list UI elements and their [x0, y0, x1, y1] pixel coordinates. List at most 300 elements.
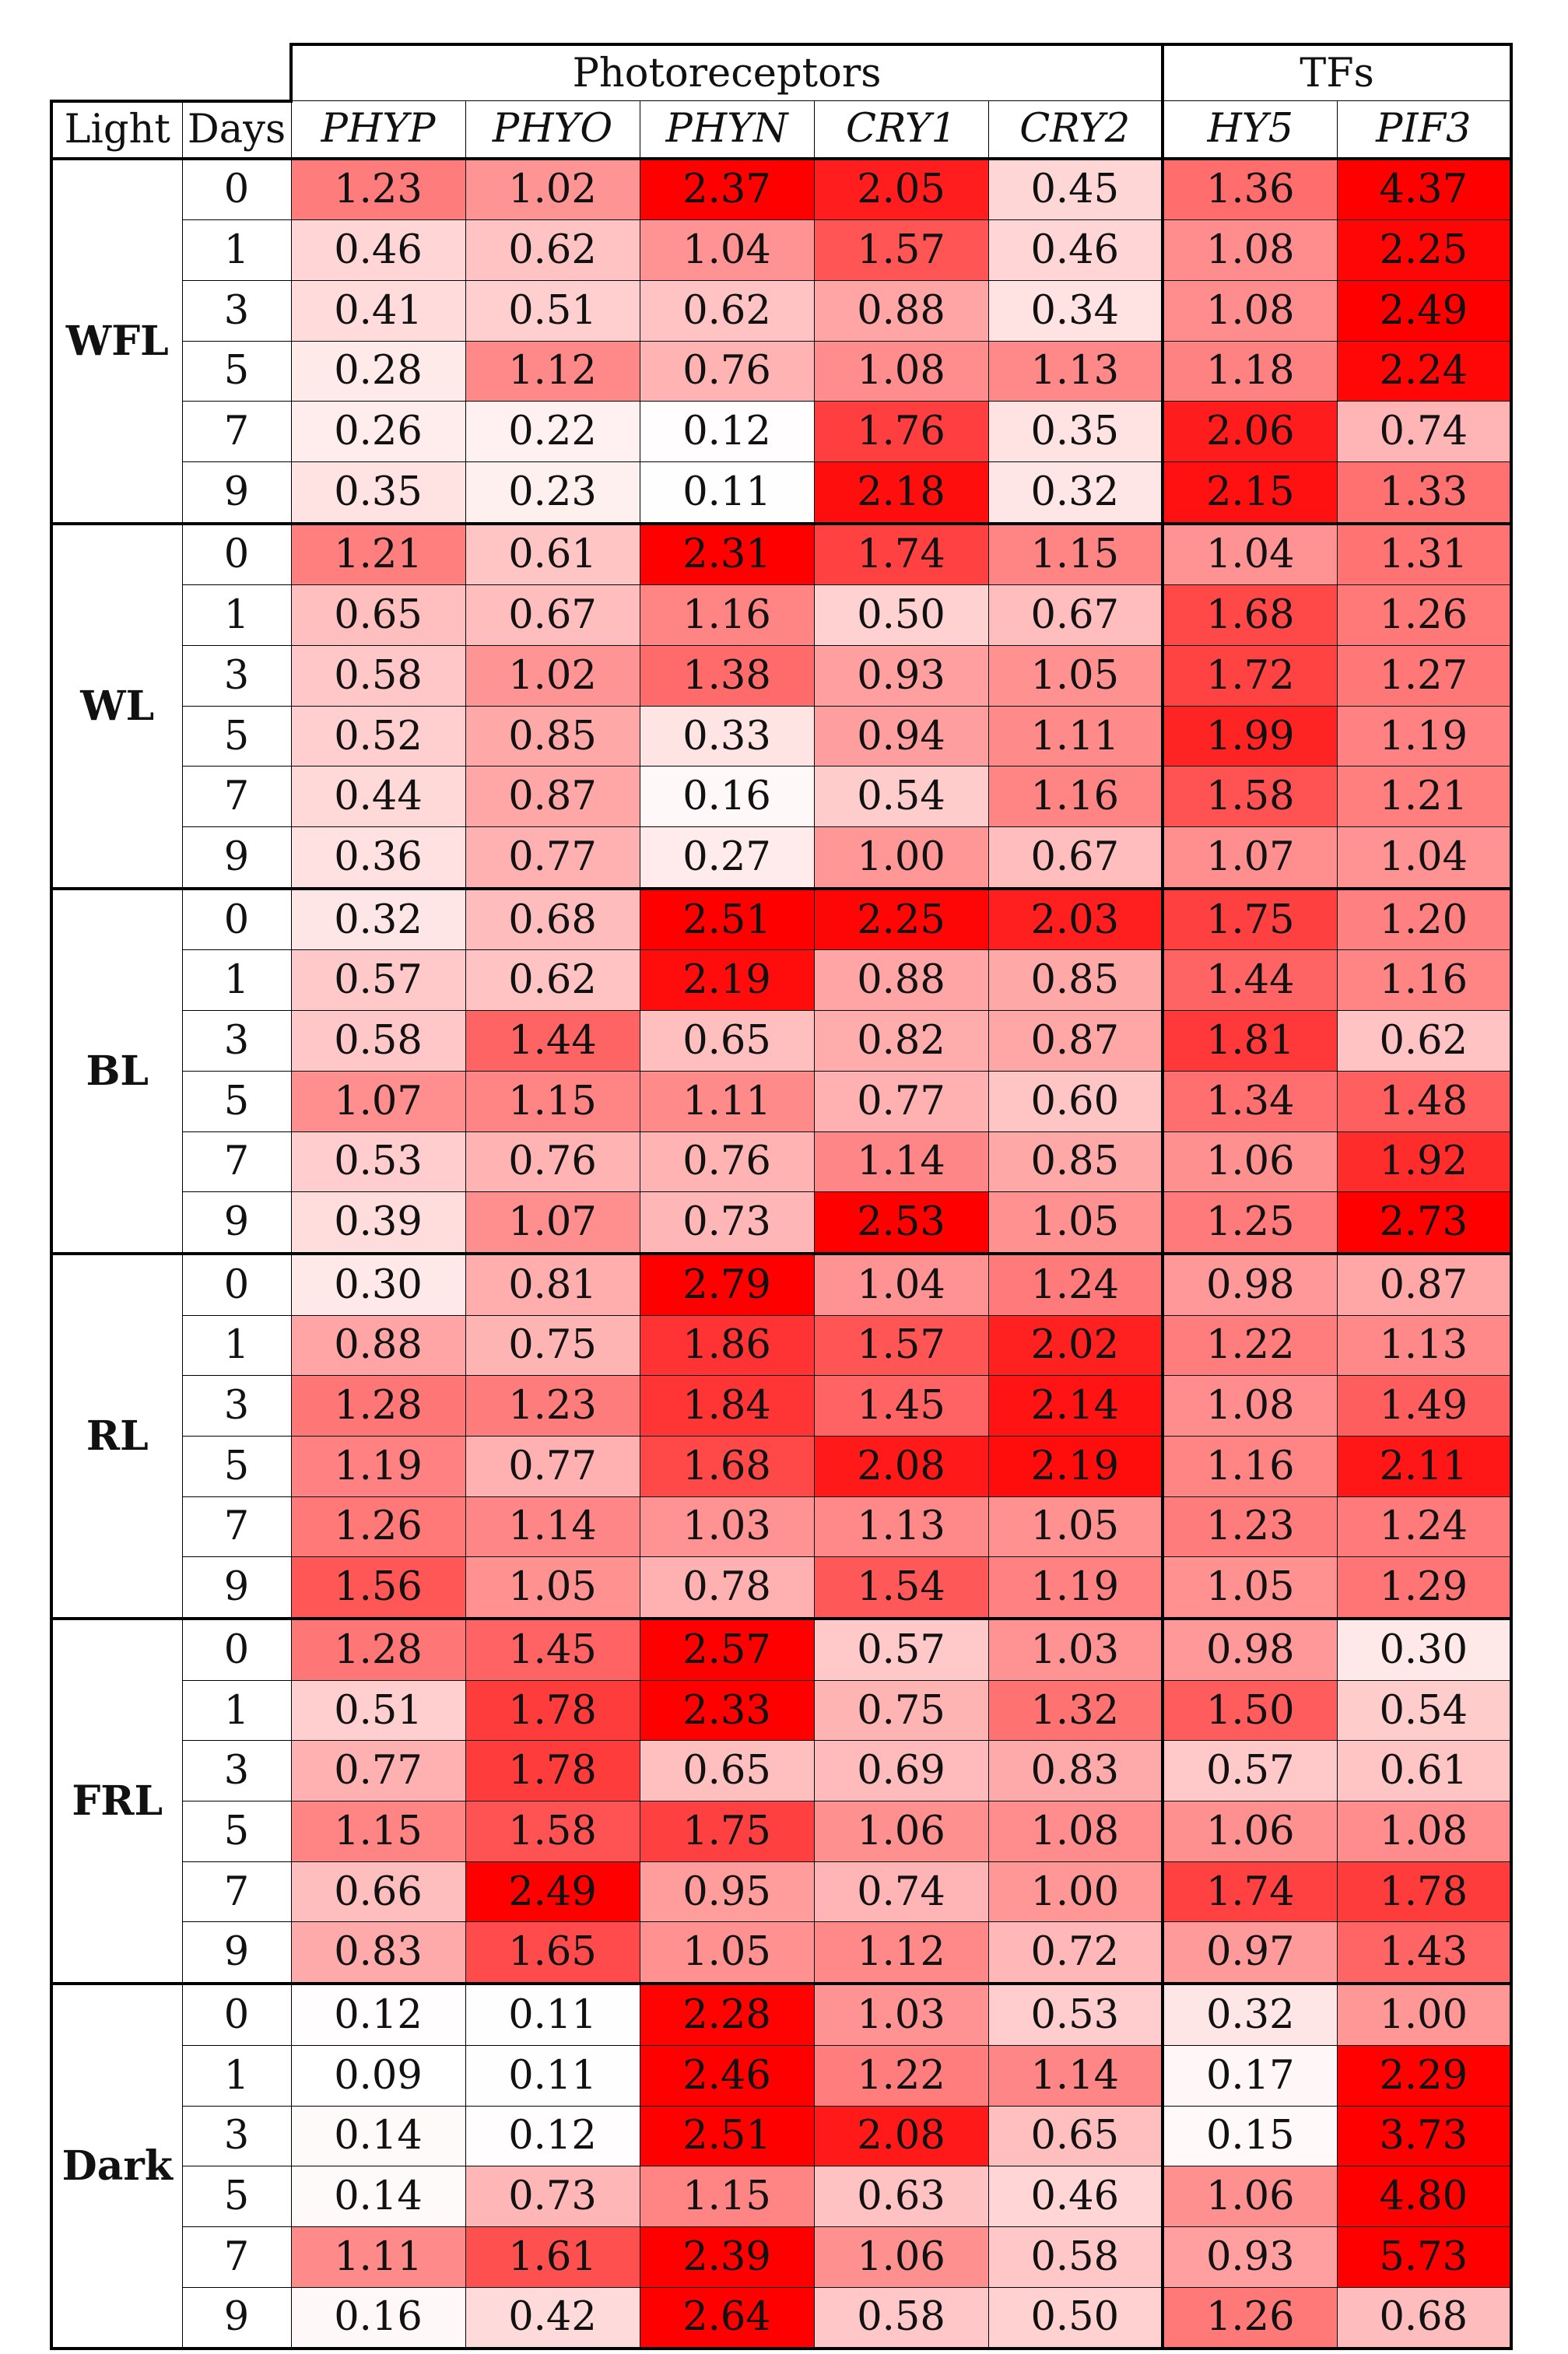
heatmap-cell-wfl-day9-hy5: 2.15	[1163, 461, 1337, 523]
heatmap-cell-rl-day7-hy5: 1.23	[1163, 1496, 1337, 1557]
heatmap-cell-frl-day9-phyo: 1.65	[465, 1922, 640, 1984]
days-cell: 1	[182, 2045, 291, 2106]
heatmap-cell-bl-day5-hy5: 1.34	[1163, 1071, 1337, 1131]
heatmap-cell-rl-day0-hy5: 0.98	[1163, 1254, 1337, 1315]
column-group-header-row	[51, 44, 1511, 101]
heatmap-cell-rl-day5-phyo: 0.77	[465, 1436, 640, 1496]
days-cell: 0	[182, 159, 291, 220]
heatmap-cell-dark-day0-phyp: 0.12	[291, 1984, 465, 2045]
heatmap-cell-wfl-day1-phyp: 0.46	[291, 220, 465, 281]
heatmap-cell-dark-day0-cry1: 1.03	[814, 1984, 988, 2045]
heatmap-cell-dark-day9-hy5: 1.26	[1163, 2287, 1337, 2349]
heatmap-cell-wl-day1-phyn: 1.16	[640, 585, 814, 646]
table-row	[51, 159, 1511, 220]
heatmap-cell-bl-day9-cry2: 1.05	[988, 1192, 1163, 1254]
table-row	[51, 1071, 1511, 1131]
heatmap-cell-dark-day9-phyn: 2.64	[640, 2287, 814, 2349]
heatmap-cell-bl-day1-phyo: 0.62	[465, 950, 640, 1011]
heatmap-cell-dark-day0-hy5: 0.32	[1163, 1984, 1337, 2045]
heatmap-cell-dark-day1-phyo: 0.11	[465, 2045, 640, 2106]
days-cell: 9	[182, 1192, 291, 1254]
heatmap-cell-wfl-day3-phyn: 0.62	[640, 280, 814, 341]
table-row	[51, 1861, 1511, 1922]
heatmap-cell-frl-day3-cry2: 0.83	[988, 1741, 1163, 1801]
heatmap-cell-wl-day1-hy5: 1.68	[1163, 585, 1337, 646]
heatmap-cell-wfl-day3-phyp: 0.41	[291, 280, 465, 341]
heatmap-cell-wl-day3-hy5: 1.72	[1163, 646, 1337, 707]
heatmap-cell-frl-day3-phyp: 0.77	[291, 1741, 465, 1801]
heatmap-cell-frl-day5-hy5: 1.06	[1163, 1801, 1337, 1862]
heatmap-cell-rl-day9-cry2: 1.19	[988, 1557, 1163, 1619]
heatmap-cell-bl-day1-phyn: 2.19	[640, 950, 814, 1011]
table-row	[51, 524, 1511, 585]
heatmap-cell-wl-day5-pif3: 1.19	[1337, 706, 1511, 767]
heatmap-cell-wl-day0-cry1: 1.74	[814, 524, 988, 585]
days-cell: 5	[182, 1436, 291, 1496]
heatmap-cell-dark-day3-phyn: 2.51	[640, 2106, 814, 2166]
days-cell: 0	[182, 1984, 291, 2045]
heatmap-cell-dark-day1-phyp: 0.09	[291, 2045, 465, 2106]
heatmap-cell-wl-day3-phyo: 1.02	[465, 646, 640, 707]
heatmap-cell-wl-day1-cry1: 0.50	[814, 585, 988, 646]
days-cell: 5	[182, 1801, 291, 1862]
heatmap-cell-dark-day0-pif3: 1.00	[1337, 1984, 1511, 2045]
heatmap-cell-dark-day5-cry1: 0.63	[814, 2166, 988, 2227]
heatmap-cell-frl-day9-cry2: 0.72	[988, 1922, 1163, 1984]
heatmap-cell-bl-day9-phyp: 0.39	[291, 1192, 465, 1254]
table-row	[51, 2166, 1511, 2227]
days-cell: 1	[182, 950, 291, 1011]
heatmap-cell-bl-day9-hy5: 1.25	[1163, 1192, 1337, 1254]
header-gene-cry2: CRY2	[988, 101, 1163, 159]
table-row	[51, 1922, 1511, 1984]
heatmap-cell-rl-day9-phyn: 0.78	[640, 1557, 814, 1619]
heatmap-cell-rl-day3-cry2: 2.14	[988, 1376, 1163, 1437]
heatmap-cell-wfl-day9-cry2: 0.32	[988, 461, 1163, 523]
heatmap-cell-frl-day1-phyo: 1.78	[465, 1680, 640, 1741]
heatmap-cell-wfl-day5-phyn: 0.76	[640, 341, 814, 402]
heatmap-cell-bl-day0-phyp: 0.32	[291, 889, 465, 950]
heatmap-cell-wl-day9-phyp: 0.36	[291, 827, 465, 889]
heatmap-cell-wl-day0-phyn: 2.31	[640, 524, 814, 585]
heatmap-cell-dark-day1-cry2: 1.14	[988, 2045, 1163, 2106]
heatmap-cell-wfl-day0-hy5: 1.36	[1163, 159, 1337, 220]
header-gene-phyo: PHYO	[465, 101, 640, 159]
heatmap-cell-rl-day5-cry2: 2.19	[988, 1436, 1163, 1496]
heatmap-cell-rl-day7-phyp: 1.26	[291, 1496, 465, 1557]
heatmap-cell-frl-day9-hy5: 0.97	[1163, 1922, 1337, 1984]
heatmap-cell-wl-day7-phyn: 0.16	[640, 767, 814, 827]
heatmap-cell-rl-day9-hy5: 1.05	[1163, 1557, 1337, 1619]
header-gene-pif3: PIF3	[1337, 101, 1511, 159]
days-cell: 1	[182, 585, 291, 646]
heatmap-cell-bl-day1-cry1: 0.88	[814, 950, 988, 1011]
heatmap-cell-rl-day7-phyn: 1.03	[640, 1496, 814, 1557]
heatmap-cell-rl-day7-cry1: 1.13	[814, 1496, 988, 1557]
table-row	[51, 1496, 1511, 1557]
heatmap-cell-rl-day3-phyp: 1.28	[291, 1376, 465, 1437]
heatmap-cell-wl-day0-hy5: 1.04	[1163, 524, 1337, 585]
header-gene-cry1: CRY1	[814, 101, 988, 159]
heatmap-cell-wfl-day7-hy5: 2.06	[1163, 402, 1337, 462]
heatmap-cell-bl-day3-pif3: 0.62	[1337, 1011, 1511, 1072]
days-cell: 5	[182, 1071, 291, 1131]
heatmap-cell-wfl-day5-phyp: 0.28	[291, 341, 465, 402]
heatmap-cell-rl-day1-pif3: 1.13	[1337, 1315, 1511, 1376]
heatmap-cell-frl-day1-phyp: 0.51	[291, 1680, 465, 1741]
heatmap-cell-wfl-day9-phyn: 0.11	[640, 461, 814, 523]
days-cell: 9	[182, 1557, 291, 1619]
heatmap-cell-frl-day7-pif3: 1.78	[1337, 1861, 1511, 1922]
heatmap-cell-rl-day9-phyp: 1.56	[291, 1557, 465, 1619]
heatmap-cell-bl-day0-cry1: 2.25	[814, 889, 988, 950]
heatmap-cell-wfl-day5-hy5: 1.18	[1163, 341, 1337, 402]
days-cell: 9	[182, 827, 291, 889]
heatmap-cell-wl-day3-cry2: 1.05	[988, 646, 1163, 707]
days-cell: 7	[182, 767, 291, 827]
heatmap-cell-wfl-day7-phyo: 0.22	[465, 402, 640, 462]
group-header-photoreceptors: Photoreceptors	[291, 44, 1163, 101]
heatmap-cell-wl-day7-pif3: 1.21	[1337, 767, 1511, 827]
heatmap-cell-dark-day7-phyo: 1.61	[465, 2226, 640, 2287]
days-cell: 0	[182, 524, 291, 585]
table-row	[51, 2226, 1511, 2287]
heatmap-cell-wl-day0-pif3: 1.31	[1337, 524, 1511, 585]
heatmap-cell-rl-day9-cry1: 1.54	[814, 1557, 988, 1619]
heatmap-cell-wfl-day5-cry2: 1.13	[988, 341, 1163, 402]
heatmap-cell-frl-day9-phyp: 0.83	[291, 1922, 465, 1984]
heatmap-body	[51, 159, 1511, 2349]
heatmap-cell-dark-day5-hy5: 1.06	[1163, 2166, 1337, 2227]
heatmap-cell-dark-day7-cry1: 1.06	[814, 2226, 988, 2287]
heatmap-cell-bl-day5-phyo: 1.15	[465, 1071, 640, 1131]
heatmap-cell-bl-day7-phyo: 0.76	[465, 1131, 640, 1192]
days-cell: 0	[182, 1254, 291, 1315]
heatmap-cell-wfl-day0-pif3: 4.37	[1337, 159, 1511, 220]
heatmap-cell-dark-day3-phyp: 0.14	[291, 2106, 465, 2166]
heatmap-cell-bl-day7-hy5: 1.06	[1163, 1131, 1337, 1192]
heatmap-cell-wfl-day9-phyo: 0.23	[465, 461, 640, 523]
heatmap-cell-frl-day3-hy5: 0.57	[1163, 1741, 1337, 1801]
heatmap-cell-frl-day1-cry2: 1.32	[988, 1680, 1163, 1741]
table-row	[51, 341, 1511, 402]
heatmap-cell-dark-day9-cry2: 0.50	[988, 2287, 1163, 2349]
days-cell: 3	[182, 1011, 291, 1072]
heatmap-cell-frl-day5-phyp: 1.15	[291, 1801, 465, 1862]
heatmap-cell-bl-day1-phyp: 0.57	[291, 950, 465, 1011]
heatmap-cell-wfl-day3-phyo: 0.51	[465, 280, 640, 341]
heatmap-cell-wl-day5-hy5: 1.99	[1163, 706, 1337, 767]
heatmap-cell-rl-day3-phyo: 1.23	[465, 1376, 640, 1437]
heatmap-cell-rl-day5-cry1: 2.08	[814, 1436, 988, 1496]
heatmap-cell-rl-day5-phyp: 1.19	[291, 1436, 465, 1496]
header-corner-blank	[51, 44, 291, 101]
days-cell: 7	[182, 1496, 291, 1557]
heatmap-cell-wl-day9-phyn: 0.27	[640, 827, 814, 889]
heatmap-cell-frl-day5-cry1: 1.06	[814, 1801, 988, 1862]
heatmap-cell-frl-day0-phyn: 2.57	[640, 1619, 814, 1680]
heatmap-cell-rl-day0-pif3: 0.87	[1337, 1254, 1511, 1315]
heatmap-cell-dark-day7-hy5: 0.93	[1163, 2226, 1337, 2287]
heatmap-cell-wl-day9-phyo: 0.77	[465, 827, 640, 889]
heatmap-cell-bl-day5-phyp: 1.07	[291, 1071, 465, 1131]
heatmap-cell-rl-day7-cry2: 1.05	[988, 1496, 1163, 1557]
heatmap-cell-wfl-day7-pif3: 0.74	[1337, 402, 1511, 462]
heatmap-cell-wfl-day7-phyp: 0.26	[291, 402, 465, 462]
heatmap-cell-dark-day0-cry2: 0.53	[988, 1984, 1163, 2045]
heatmap-cell-rl-day5-pif3: 2.11	[1337, 1436, 1511, 1496]
days-cell: 3	[182, 1376, 291, 1437]
heatmap-cell-wfl-day1-cry2: 0.46	[988, 220, 1163, 281]
table-row	[51, 461, 1511, 523]
heatmap-cell-bl-day3-cry1: 0.82	[814, 1011, 988, 1072]
heatmap-cell-frl-day0-cry1: 0.57	[814, 1619, 988, 1680]
heatmap-cell-frl-day7-phyp: 0.66	[291, 1861, 465, 1922]
table-row	[51, 1131, 1511, 1192]
heatmap-cell-rl-day1-cry1: 1.57	[814, 1315, 988, 1376]
heatmap-cell-rl-day5-phyn: 1.68	[640, 1436, 814, 1496]
heatmap-cell-wfl-day0-cry2: 0.45	[988, 159, 1163, 220]
heatmap-cell-wl-day5-cry1: 0.94	[814, 706, 988, 767]
heatmap-cell-rl-day1-cry2: 2.02	[988, 1315, 1163, 1376]
heatmap-cell-frl-day0-phyp: 1.28	[291, 1619, 465, 1680]
table-row	[51, 2045, 1511, 2106]
days-cell: 7	[182, 1131, 291, 1192]
heatmap-cell-bl-day9-phyn: 0.73	[640, 1192, 814, 1254]
heatmap-cell-dark-day3-phyo: 0.12	[465, 2106, 640, 2166]
heatmap-cell-frl-day9-pif3: 1.43	[1337, 1922, 1511, 1984]
heatmap-cell-frl-day7-phyn: 0.95	[640, 1861, 814, 1922]
heatmap-cell-rl-day1-hy5: 1.22	[1163, 1315, 1337, 1376]
table-row	[51, 1619, 1511, 1680]
heatmap-cell-rl-day3-hy5: 1.08	[1163, 1376, 1337, 1437]
heatmap-cell-wfl-day5-pif3: 2.24	[1337, 341, 1511, 402]
heatmap-cell-rl-day7-phyo: 1.14	[465, 1496, 640, 1557]
heatmap-cell-frl-day5-cry2: 1.08	[988, 1801, 1163, 1862]
heatmap-cell-dark-day3-cry2: 0.65	[988, 2106, 1163, 2166]
heatmap-cell-bl-day3-phyp: 0.58	[291, 1011, 465, 1072]
heatmap-cell-bl-day0-pif3: 1.20	[1337, 889, 1511, 950]
heatmap-cell-rl-day0-phyo: 0.81	[465, 1254, 640, 1315]
days-cell: 9	[182, 2287, 291, 2349]
heatmap-cell-rl-day1-phyp: 0.88	[291, 1315, 465, 1376]
heatmap-cell-dark-day9-phyo: 0.42	[465, 2287, 640, 2349]
heatmap-cell-dark-day5-phyp: 0.14	[291, 2166, 465, 2227]
heatmap-cell-bl-day7-cry1: 1.14	[814, 1131, 988, 1192]
heatmap-cell-wfl-day3-cry1: 0.88	[814, 280, 988, 341]
light-label-dark: Dark	[51, 1984, 182, 2349]
days-cell: 9	[182, 461, 291, 523]
heatmap-cell-bl-day0-phyn: 2.51	[640, 889, 814, 950]
table-row	[51, 1315, 1511, 1376]
header-light: Light	[51, 101, 182, 159]
light-label-rl: RL	[51, 1254, 182, 1619]
table-row	[51, 2287, 1511, 2349]
heatmap-cell-rl-day0-cry1: 1.04	[814, 1254, 988, 1315]
days-cell: 5	[182, 2166, 291, 2227]
days-cell: 9	[182, 1922, 291, 1984]
heatmap-cell-frl-day0-pif3: 0.30	[1337, 1619, 1511, 1680]
heatmap-cell-bl-day5-cry2: 0.60	[988, 1071, 1163, 1131]
light-label-wl: WL	[51, 524, 182, 889]
heatmap-cell-rl-day1-phyn: 1.86	[640, 1315, 814, 1376]
table-row	[51, 1254, 1511, 1315]
heatmap-cell-wl-day5-phyn: 0.33	[640, 706, 814, 767]
heatmap-cell-frl-day0-cry2: 1.03	[988, 1619, 1163, 1680]
heatmap-cell-dark-day9-pif3: 0.68	[1337, 2287, 1511, 2349]
days-cell: 7	[182, 2226, 291, 2287]
heatmap-cell-wl-day1-phyo: 0.67	[465, 585, 640, 646]
heatmap-cell-bl-day0-phyo: 0.68	[465, 889, 640, 950]
days-cell: 5	[182, 341, 291, 402]
heatmap-cell-dark-day1-cry1: 1.22	[814, 2045, 988, 2106]
heatmap-cell-bl-day3-phyo: 1.44	[465, 1011, 640, 1072]
heatmap-cell-bl-day3-hy5: 1.81	[1163, 1011, 1337, 1072]
expression-heatmap-table	[50, 43, 1513, 2350]
heatmap-cell-frl-day7-phyo: 2.49	[465, 1861, 640, 1922]
heatmap-cell-frl-day9-phyn: 1.05	[640, 1922, 814, 1984]
heatmap-cell-wfl-day0-phyp: 1.23	[291, 159, 465, 220]
heatmap-cell-rl-day0-cry2: 1.24	[988, 1254, 1163, 1315]
heatmap-cell-rl-day0-phyp: 0.30	[291, 1254, 465, 1315]
heatmap-cell-wl-day9-cry2: 0.67	[988, 827, 1163, 889]
heatmap-cell-wfl-day0-cry1: 2.05	[814, 159, 988, 220]
heatmap-cell-bl-day7-phyp: 0.53	[291, 1131, 465, 1192]
heatmap-cell-frl-day0-hy5: 0.98	[1163, 1619, 1337, 1680]
heatmap-cell-bl-day5-pif3: 1.48	[1337, 1071, 1511, 1131]
heatmap-cell-wl-day7-cry2: 1.16	[988, 767, 1163, 827]
heatmap-cell-dark-day7-cry2: 0.58	[988, 2226, 1163, 2287]
heatmap-cell-rl-day3-cry1: 1.45	[814, 1376, 988, 1437]
heatmap-cell-dark-day5-pif3: 4.80	[1337, 2166, 1511, 2227]
heatmap-cell-rl-day9-phyo: 1.05	[465, 1557, 640, 1619]
days-cell: 0	[182, 889, 291, 950]
heatmap-cell-wl-day5-cry2: 1.11	[988, 706, 1163, 767]
heatmap-cell-bl-day1-cry2: 0.85	[988, 950, 1163, 1011]
days-cell: 7	[182, 1861, 291, 1922]
header-gene-hy5: HY5	[1163, 101, 1337, 159]
table-row	[51, 767, 1511, 827]
table-row	[51, 646, 1511, 707]
heatmap-cell-wfl-day9-phyp: 0.35	[291, 461, 465, 523]
days-cell: 7	[182, 402, 291, 462]
table-row	[51, 1011, 1511, 1072]
heatmap-cell-wl-day5-phyo: 0.85	[465, 706, 640, 767]
heatmap-cell-wfl-day3-pif3: 2.49	[1337, 280, 1511, 341]
heatmap-cell-wfl-day9-cry1: 2.18	[814, 461, 988, 523]
heatmap-cell-wfl-day3-cry2: 0.34	[988, 280, 1163, 341]
heatmap-cell-frl-day5-phyo: 1.58	[465, 1801, 640, 1862]
days-cell: 5	[182, 706, 291, 767]
heatmap-cell-bl-day9-pif3: 2.73	[1337, 1192, 1511, 1254]
heatmap-cell-wfl-day0-phyo: 1.02	[465, 159, 640, 220]
heatmap-cell-wfl-day1-pif3: 2.25	[1337, 220, 1511, 281]
table-row	[51, 1741, 1511, 1801]
heatmap-cell-wl-day3-phyn: 1.38	[640, 646, 814, 707]
heatmap-cell-frl-day1-pif3: 0.54	[1337, 1680, 1511, 1741]
heatmap-cell-dark-day5-phyo: 0.73	[465, 2166, 640, 2227]
heatmap-cell-frl-day3-pif3: 0.61	[1337, 1741, 1511, 1801]
heatmap-cell-wl-day0-phyo: 0.61	[465, 524, 640, 585]
heatmap-cell-frl-day3-cry1: 0.69	[814, 1741, 988, 1801]
light-label-frl: FRL	[51, 1619, 182, 1984]
heatmap-cell-bl-day5-cry1: 0.77	[814, 1071, 988, 1131]
table-row	[51, 402, 1511, 462]
heatmap-cell-rl-day3-phyn: 1.84	[640, 1376, 814, 1437]
heatmap-cell-wl-day3-phyp: 0.58	[291, 646, 465, 707]
light-label-wfl: WFL	[51, 159, 182, 524]
heatmap-cell-dark-day3-cry1: 2.08	[814, 2106, 988, 2166]
heatmap-cell-dark-day7-phyp: 1.11	[291, 2226, 465, 2287]
heatmap-cell-frl-day1-cry1: 0.75	[814, 1680, 988, 1741]
heatmap-cell-wfl-day1-phyo: 0.62	[465, 220, 640, 281]
column-header-row	[51, 101, 1511, 159]
heatmap-cell-wl-day7-cry1: 0.54	[814, 767, 988, 827]
heatmap-cell-frl-day5-pif3: 1.08	[1337, 1801, 1511, 1862]
heatmap-cell-frl-day7-hy5: 1.74	[1163, 1861, 1337, 1922]
heatmap-cell-wfl-day1-hy5: 1.08	[1163, 220, 1337, 281]
heatmap-cell-wl-day3-pif3: 1.27	[1337, 646, 1511, 707]
table-row	[51, 706, 1511, 767]
heatmap-cell-bl-day3-phyn: 0.65	[640, 1011, 814, 1072]
table-row	[51, 585, 1511, 646]
days-cell: 0	[182, 1619, 291, 1680]
heatmap-cell-frl-day3-phyn: 0.65	[640, 1741, 814, 1801]
header-days: Days	[182, 101, 291, 159]
table-row	[51, 1984, 1511, 2045]
heatmap-cell-wl-day7-phyo: 0.87	[465, 767, 640, 827]
heatmap-cell-dark-day3-hy5: 0.15	[1163, 2106, 1337, 2166]
heatmap-cell-bl-day5-phyn: 1.11	[640, 1071, 814, 1131]
group-header-tfs: TFs	[1163, 44, 1511, 101]
heatmap-cell-dark-day9-cry1: 0.58	[814, 2287, 988, 2349]
header-gene-phyn: PHYN	[640, 101, 814, 159]
heatmap-cell-dark-day1-hy5: 0.17	[1163, 2045, 1337, 2106]
heatmap-cell-dark-day0-phyn: 2.28	[640, 1984, 814, 2045]
heatmap-cell-wl-day3-cry1: 0.93	[814, 646, 988, 707]
heatmap-cell-wl-day9-cry1: 1.00	[814, 827, 988, 889]
heatmap-cell-bl-day7-cry2: 0.85	[988, 1131, 1163, 1192]
heatmap-cell-dark-day5-phyn: 1.15	[640, 2166, 814, 2227]
heatmap-cell-frl-day7-cry1: 0.74	[814, 1861, 988, 1922]
days-cell: 1	[182, 220, 291, 281]
table-row	[51, 280, 1511, 341]
heatmap-cell-bl-day7-pif3: 1.92	[1337, 1131, 1511, 1192]
days-cell: 1	[182, 1680, 291, 1741]
heatmap-cell-bl-day0-cry2: 2.03	[988, 889, 1163, 950]
heatmap-cell-dark-day9-phyp: 0.16	[291, 2287, 465, 2349]
heatmap-cell-dark-day3-pif3: 3.73	[1337, 2106, 1511, 2166]
table-row	[51, 1436, 1511, 1496]
heatmap-cell-dark-day5-cry2: 0.46	[988, 2166, 1163, 2227]
heatmap-cell-wfl-day7-phyn: 0.12	[640, 402, 814, 462]
table-row	[51, 950, 1511, 1011]
heatmap-cell-wfl-day1-phyn: 1.04	[640, 220, 814, 281]
table-row	[51, 1801, 1511, 1862]
heatmap-cell-wfl-day3-hy5: 1.08	[1163, 280, 1337, 341]
heatmap-cell-wfl-day1-cry1: 1.57	[814, 220, 988, 281]
heatmap-cell-wfl-day7-cry1: 1.76	[814, 402, 988, 462]
heatmap-cell-wl-day1-pif3: 1.26	[1337, 585, 1511, 646]
heatmap-cell-frl-day3-phyo: 1.78	[465, 1741, 640, 1801]
heatmap-cell-dark-day1-phyn: 2.46	[640, 2045, 814, 2106]
heatmap-cell-wl-day9-hy5: 1.07	[1163, 827, 1337, 889]
heatmap-cell-frl-day0-phyo: 1.45	[465, 1619, 640, 1680]
heatmap-cell-wl-day9-pif3: 1.04	[1337, 827, 1511, 889]
days-cell: 3	[182, 1741, 291, 1801]
heatmap-cell-wfl-day9-pif3: 1.33	[1337, 461, 1511, 523]
heatmap-cell-bl-day1-hy5: 1.44	[1163, 950, 1337, 1011]
